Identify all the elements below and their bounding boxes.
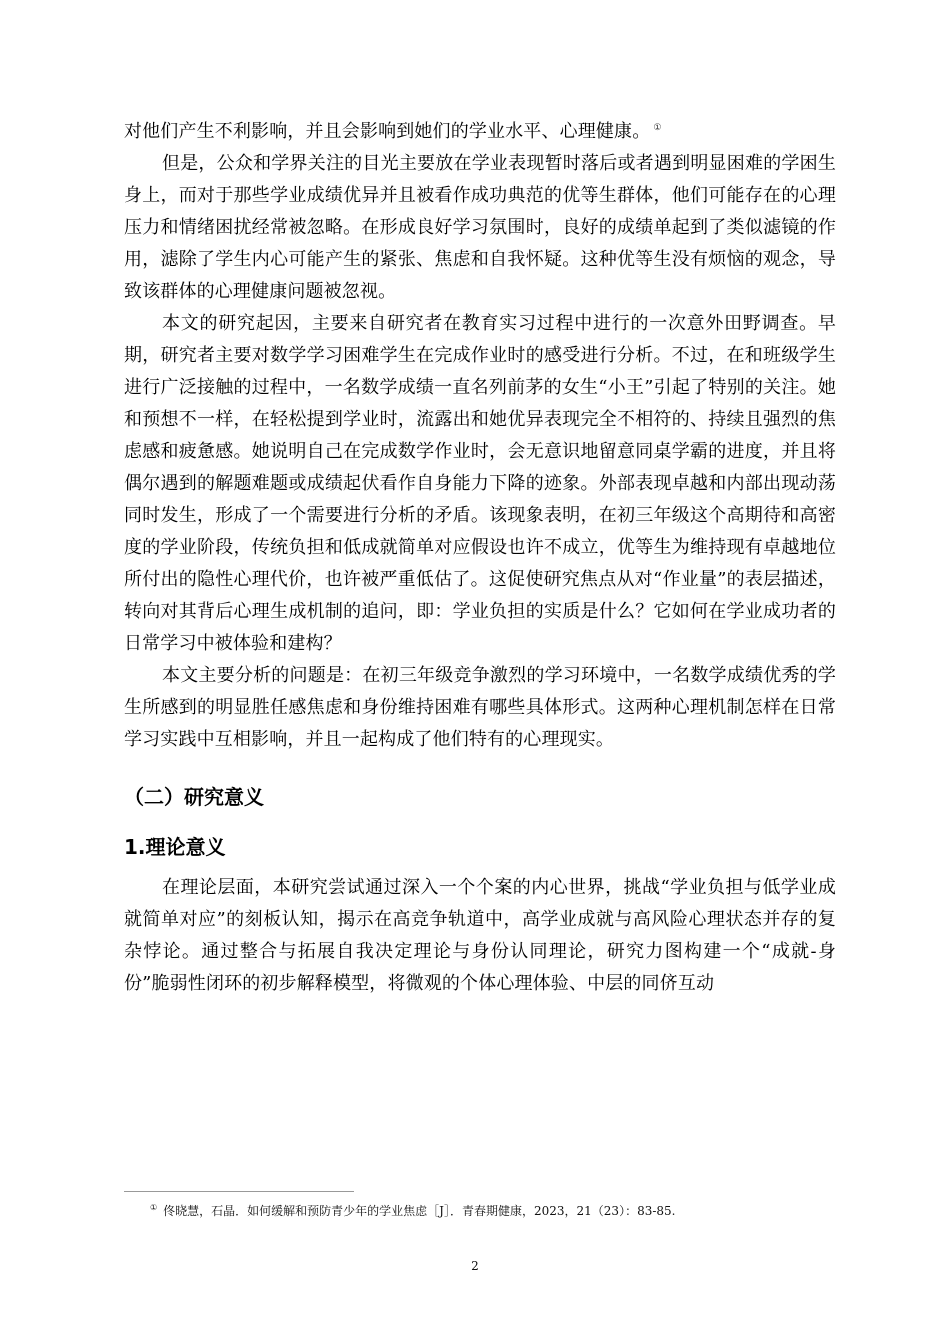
subsection-heading: 1.理论意义 (124, 835, 226, 859)
paragraph-1-text: 对他们产生不利影响，并且会影响到她们的学业水平、心理健康。 (124, 121, 651, 142)
body-text (124, 116, 836, 1000)
footnote-mark: ① (150, 1203, 158, 1212)
paragraph-3: 本文的研究起因，主要来自研究者在教育实习过程中进行的一次意外田野调查。早期，研究者主要对数学学习困难学生在完成作业时的感受进行分析。不过，在和班级学生进行广泛接触的过程中，一名数学成绩一直名列前茅的女生“小王”引起了特别的关注。她和预想不一样，在轻松提到学业时，流露出和她优异表现完全不相符的、持续且强烈的焦虑感和疲惫感。她说明自己在完成数学作业时，会无意识地留意同桌学霸的进度，并且将偶尔遇到的解题难题或成绩起伏看作自身能力下降的迹象。外部表现卓越和内部出现动荡同时发生，形成了一个需要进行分析的矛盾。该现象表明，在初三年级这个高期待和高密度的学业阶段，传统负担和低成就简单对应假设也许不成立，优等生为维持现有卓越地位所付出的隐性心理代价，也许被严重低估了。这促使研究焦点从对“作业量”的表层描述，转向对其背后心理生成机制的追问，即：学业负担的实质是什么？它如何在学业成功者的日常学习中被体验和建构？ (124, 313, 836, 654)
section-heading: （二）研究意义 (124, 785, 264, 809)
footnote-text: 佟晓慧，石晶．如何缓解和预防青少年的学业焦虑［J］．青春期健康，2023，21（23）：83-85. (163, 1204, 676, 1218)
paragraph-4: 本文主要分析的问题是：在初三年级竞争激烈的学习环境中，一名数学成绩优秀的学生所感到的明显胜任感焦虑和身份维持困难有哪些具体形式。这两种心理机制怎样在日常学习实践中互相影响，并且一起构成了他们特有的心理现实。 (124, 665, 836, 750)
footnote-reference[interactable]: ① (653, 123, 662, 133)
footnote (150, 1202, 840, 1220)
page-number: 2 (471, 1259, 479, 1273)
footnote-divider (124, 1191, 354, 1192)
paragraph-2: 但是，公众和学界关注的目光主要放在学业表现暂时落后或者遇到明显困难的学困生身上，而对于那些学业成绩优异并且被看作成功典范的优等生群体，他们可能存在的心理压力和情绪困扰经常被忽略。在形成良好学习氛围时，良好的成绩单起到了类似滤镜的作用，滤除了学生内心可能产生的紧张、焦虑和自我怀疑。这种优等生没有烦恼的观念，导致该群体的心理健康问题被忽视。 (124, 153, 836, 302)
paragraph-5: 在理论层面，本研究尝试通过深入一个个案的内心世界，挑战“学业负担与低学业成就简单对应”的刻板认知，揭示在高竞争轨道中，高学业成就与高风险心理状态并存的复杂悖论。通过整合与拓展自我决定理论与身份认同理论，研究力图构建一个“成就-身份”脆弱性闭环的初步解释模型，将微观的个体心理体验、中层的同侪互动 (124, 877, 836, 994)
paragraph-1 (124, 116, 836, 148)
